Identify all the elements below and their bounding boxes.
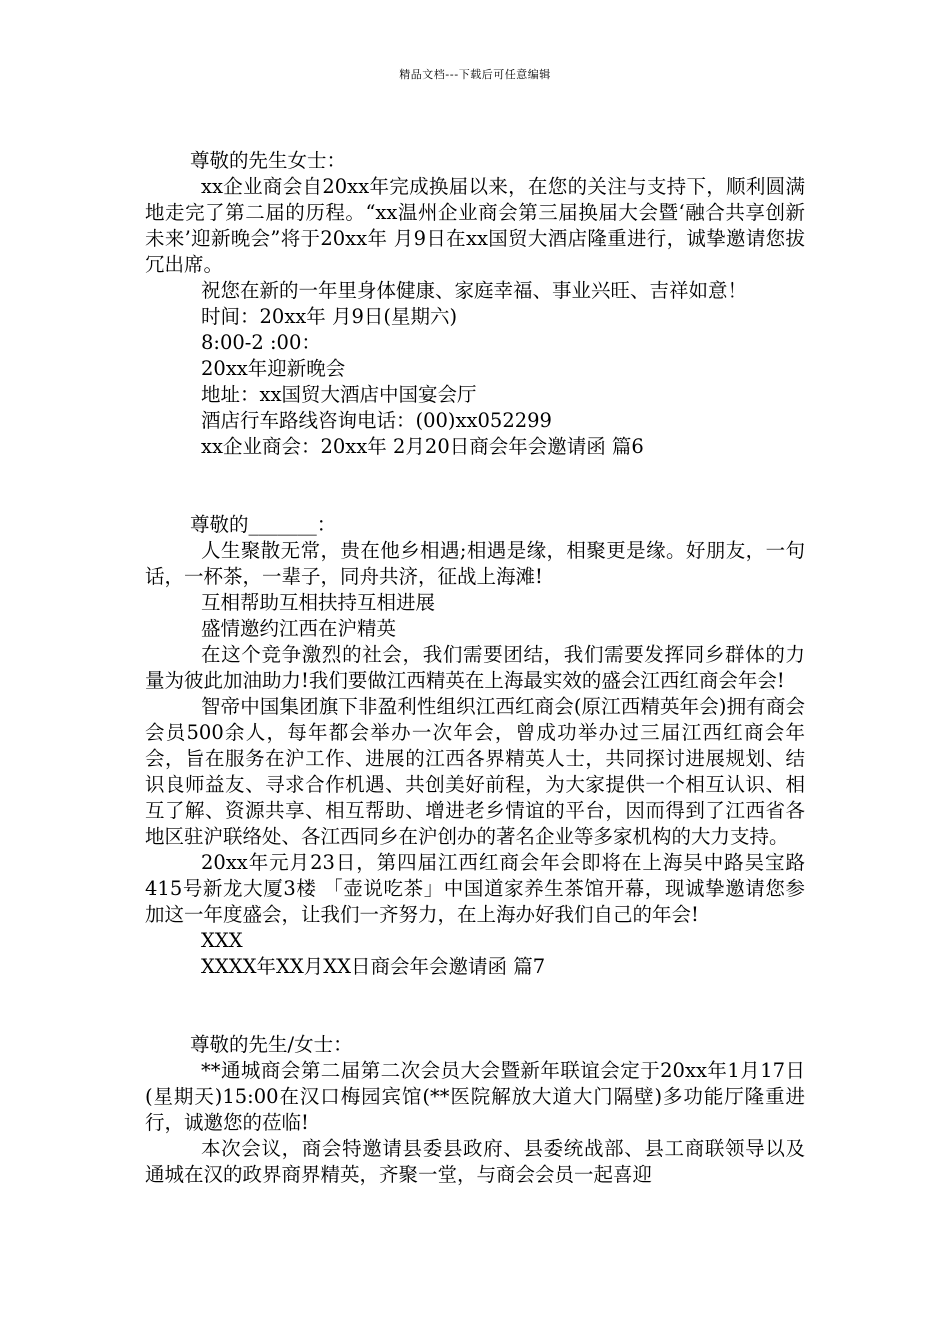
paragraph: 20xx年元月23日，第四届江西红商会年会即将在上海吴中路吴宝路415号新龙大厦3楼 「壶说吃茶」中国道家养生茶馆开幕，现诚挚邀请您参加这一年度盛会，让我们一齐努力，在上海办好我们自己的年会!: [145, 851, 805, 926]
phone-line: 酒店行车路线咨询电话：(00)xx052299: [201, 409, 552, 432]
hours-line: 8:00-2 :00：: [201, 331, 321, 354]
salutation-1: 尊敬的先生女士：: [190, 149, 347, 172]
wish-line: 祝您在新的一年里身体健康、家庭幸福、事业兴旺、吉祥如意！: [201, 279, 748, 302]
event-line: 20xx年迎新晚会: [201, 357, 346, 380]
address-line: 地址：xx国贸大酒店中国宴会厅: [201, 383, 477, 406]
date-line: XXXX年XX月XX日商会年会邀请函 篇7: [201, 955, 546, 978]
time-line: 时间：20xx年 月9日(星期六): [201, 305, 458, 328]
paragraph: **通城商会第二届第二次会员大会暨新年联谊会定于20xx年1月17日(星期天)15:00在汉口梅园宾馆(**医院解放大道大门隔壁)多功能厅隆重进行，诚邀您的莅临!: [145, 1059, 805, 1134]
paragraph: 在这个竞争激烈的社会，我们需要团结，我们需要发挥同乡群体的力量为彼此加油助力!我们要做江西精英在上海最实效的盛会江西红商会年会!: [145, 643, 805, 692]
signature-line: xx企业商会：20xx年 2月20日商会年会邀请函 篇6: [201, 435, 644, 458]
paragraph: xx企业商会自20xx年完成换届以来，在您的关注与支持下，顺利圆满地走完了第二届的历程。“xx温州企业商会第三届换届大会暨‘融合共享创新未来’迎新晚会”将于20xx年 月9日在xx国贸大酒店隆重进行，诚挚邀请您拔冗出席。: [145, 175, 805, 276]
paragraph: 人生聚散无常，贵在他乡相遇;相遇是缘，相聚更是缘。好朋友，一句话，一杯茶，一辈子，同舟共济，征战上海滩!: [145, 539, 805, 588]
slogan-line: 盛情邀约江西在沪精英: [201, 617, 397, 640]
paragraph: 本次会议，商会特邀请县委县政府、县委统战部、县工商联领导以及通城在汉的政界商界精英，齐聚一堂，与商会会员一起喜迎: [145, 1137, 805, 1186]
salutation-2: 尊敬的_______：: [190, 513, 337, 536]
section-gap: [145, 460, 805, 512]
paragraph: 智帝中国集团旗下非盈利性组织江西红商会(原江西精英年会)拥有商会会员500余人，每年都会举办一次年会，曾成功举办过三届江西红商会年会，旨在服务在沪工作、进展的江西各界精英人士，共同探讨进展规划、结识良师益友、寻求合作机遇、共创美好前程，为大家提供一个相互认识、相互了解、资源共享、相互帮助、增进老乡情谊的平台，因而得到了江西省各地区驻沪联络处、各江西同乡在沪创办的著名企业等多家机构的大力支持。: [145, 695, 805, 848]
slogan-line: 互相帮助互相扶持互相进展: [201, 591, 436, 614]
signature-line: XXX: [201, 929, 243, 952]
page-header: 精品文档---下载后可任意编辑: [399, 68, 551, 81]
salutation-3: 尊敬的先生/女士：: [190, 1033, 353, 1056]
section-gap: [145, 980, 805, 1032]
document-body: [145, 148, 805, 1188]
